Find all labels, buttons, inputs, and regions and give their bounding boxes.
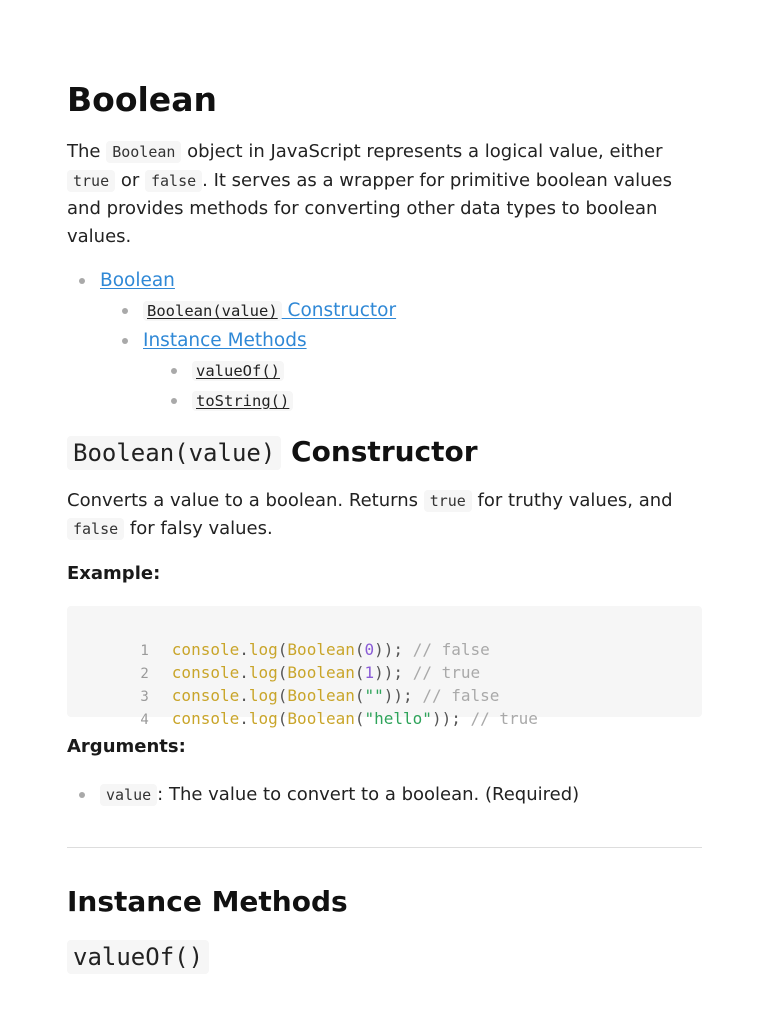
- valueof-heading: [67, 937, 209, 976]
- inline-code-true: true: [67, 170, 115, 192]
- code-token: Boolean: [287, 686, 355, 705]
- code-line: [67, 661, 500, 705]
- code-token: (: [354, 709, 365, 728]
- code-comment: // false: [422, 686, 500, 705]
- toc-item-valueof: [192, 356, 707, 386]
- code-token: "": [364, 686, 384, 705]
- toc-link-constructor[interactable]: [143, 300, 396, 321]
- constructor-desc-text-1: Converts a value to a boolean. Returns: [67, 490, 424, 511]
- code-token: console: [171, 640, 240, 659]
- code-token: (: [354, 663, 365, 682]
- inline-code-true-2: true: [424, 490, 472, 512]
- code-token: .: [239, 686, 249, 705]
- intro-text-4: . It serves as a wrapper for primitive boolean values and provides methods for converting other data types to boolean values.: [67, 169, 673, 247]
- code-token: log: [248, 709, 278, 728]
- toc-constructor-text: Constructor: [281, 300, 397, 321]
- arguments-list: [67, 780, 579, 810]
- example-label: Example:: [67, 563, 161, 584]
- arguments-label: Arguments:: [67, 736, 186, 757]
- code-comment: // true: [470, 709, 538, 728]
- code-token: ));: [374, 640, 404, 659]
- code-token: Boolean: [287, 640, 355, 659]
- section-divider: [67, 847, 702, 848]
- intro-paragraph: [67, 138, 707, 250]
- toc-link-boolean[interactable]: Boolean: [100, 270, 175, 291]
- page-title: Boolean: [67, 80, 217, 119]
- valueof-heading-code: valueOf(): [67, 940, 209, 974]
- toc-item-boolean: [100, 266, 707, 296]
- inline-code-boolean: Boolean: [106, 141, 181, 163]
- code-line: [67, 615, 490, 659]
- line-number: 2: [140, 666, 149, 682]
- code-token: .: [239, 709, 249, 728]
- code-token: (: [277, 663, 288, 682]
- toc-link-instance-methods[interactable]: Instance Methods: [143, 330, 307, 351]
- code-token: (: [277, 686, 288, 705]
- intro-text-2: object in JavaScript represents a logical value, either: [181, 141, 663, 162]
- code-token: 1: [364, 663, 375, 682]
- code-token: (: [277, 640, 288, 659]
- line-number: 3: [140, 689, 149, 705]
- constructor-heading-code: Boolean(value): [67, 436, 281, 470]
- code-token: log: [248, 663, 278, 682]
- code-comment: // false: [412, 640, 490, 659]
- code-token: ));: [374, 663, 404, 682]
- toc-constructor-code: Boolean(value): [143, 301, 282, 321]
- table-of-contents: [67, 266, 707, 416]
- code-token: .: [239, 663, 249, 682]
- toc-item-constructor: [143, 296, 707, 326]
- code-token: console: [171, 709, 240, 728]
- code-token: Boolean: [287, 709, 355, 728]
- code-token: (: [354, 640, 365, 659]
- code-token: ));: [431, 709, 461, 728]
- code-token: .: [239, 640, 249, 659]
- constructor-desc-text-2: for truthy values, and: [471, 490, 673, 511]
- toc-link-tostring[interactable]: toString(): [192, 391, 293, 411]
- code-token: console: [171, 663, 240, 682]
- code-token: console: [171, 686, 240, 705]
- argument-code: value: [100, 784, 157, 806]
- code-token: (: [354, 686, 365, 705]
- constructor-heading: [67, 433, 478, 472]
- toc-item-tostring: [192, 386, 707, 416]
- line-number: 4: [140, 712, 149, 728]
- intro-text-1: The: [67, 141, 107, 162]
- instance-methods-heading: Instance Methods: [67, 885, 348, 918]
- code-token: ));: [383, 686, 413, 705]
- inline-code-false-2: false: [67, 518, 124, 540]
- inline-code-false: false: [145, 170, 202, 192]
- code-token: log: [248, 640, 278, 659]
- toc-link-valueof[interactable]: valueOf(): [192, 361, 284, 381]
- constructor-heading-text: Constructor: [281, 435, 478, 468]
- code-comment: // true: [412, 663, 481, 682]
- constructor-desc-text-3: for falsy values.: [124, 518, 273, 539]
- constructor-description: [67, 487, 707, 543]
- argument-text: : The value to convert to a boolean. (Required): [157, 784, 580, 805]
- code-line: [67, 638, 481, 682]
- code-token: "hello": [364, 709, 432, 728]
- line-number: 1: [140, 643, 149, 659]
- code-line: [67, 684, 538, 728]
- code-token: log: [248, 686, 278, 705]
- code-token: (: [277, 709, 288, 728]
- code-token: Boolean: [287, 663, 355, 682]
- code-token: 0: [364, 640, 375, 659]
- code-block: [67, 606, 702, 728]
- toc-item-instance-methods: [143, 326, 707, 356]
- argument-item: [100, 780, 579, 810]
- intro-text-3: or: [115, 169, 145, 191]
